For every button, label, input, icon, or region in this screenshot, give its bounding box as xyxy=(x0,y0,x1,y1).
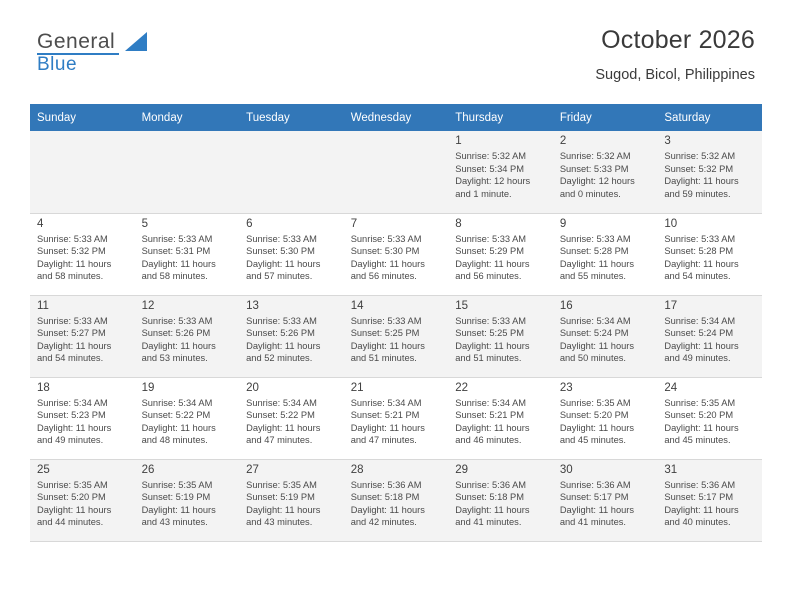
day-info-line: and 41 minutes. xyxy=(559,517,626,528)
day-info-line: Sunset: 5:31 PM xyxy=(141,246,211,257)
day-info-line: Sunset: 5:24 PM xyxy=(664,328,734,339)
day-info-line: Sunrise: 5:35 AM xyxy=(246,479,317,490)
day-info-line: Daylight: 11 hours xyxy=(350,258,425,269)
calendar-day-cell[interactable] xyxy=(239,213,344,295)
calendar-week-row xyxy=(30,213,762,295)
calendar-day-cell[interactable] xyxy=(135,377,240,459)
day-info-line: and 44 minutes. xyxy=(37,517,104,528)
day-number: 9 xyxy=(559,217,567,230)
day-sun-info xyxy=(664,150,756,200)
day-info-line: Sunrise: 5:33 AM xyxy=(455,233,527,244)
day-sun-info xyxy=(560,150,652,200)
day-info-line: Sunset: 5:22 PM xyxy=(141,410,211,421)
day-info-line: and 57 minutes. xyxy=(246,271,313,282)
calendar-day-cell[interactable] xyxy=(553,131,658,213)
day-info-line: and 54 minutes. xyxy=(37,353,104,364)
day-info-line: and 43 minutes. xyxy=(141,517,208,528)
page-title: October 2026 xyxy=(601,26,755,54)
day-info-line: Sunrise: 5:34 AM xyxy=(350,397,422,408)
day-info-line: Sunrise: 5:34 AM xyxy=(141,397,213,408)
day-info-line: and 56 minutes. xyxy=(455,271,522,282)
calendar-day-cell[interactable] xyxy=(344,459,449,541)
day-number: 27 xyxy=(246,463,259,476)
day-sun-info xyxy=(351,397,443,447)
day-number: 26 xyxy=(141,463,155,476)
page-header xyxy=(30,0,762,83)
day-number: 22 xyxy=(455,381,469,394)
day-info-line: Sunset: 5:21 PM xyxy=(455,410,524,421)
day-number: 8 xyxy=(455,217,462,230)
day-info-line: Daylight: 11 hours xyxy=(37,258,112,269)
day-info-line: Daylight: 11 hours xyxy=(664,176,739,187)
day-number: 28 xyxy=(350,463,364,476)
day-number: 5 xyxy=(141,217,148,230)
calendar-day-cell[interactable] xyxy=(657,131,762,213)
calendar-day-cell[interactable] xyxy=(553,295,658,377)
weekday-header-thursday: Thursday xyxy=(448,104,553,131)
day-sun-info xyxy=(246,315,338,365)
calendar-day-cell[interactable] xyxy=(448,131,553,213)
day-info-line: and 45 minutes. xyxy=(664,435,731,446)
day-info-line: and 45 minutes. xyxy=(559,435,626,446)
day-info-line: Daylight: 11 hours xyxy=(559,422,635,433)
day-info-line: Sunrise: 5:36 AM xyxy=(350,479,422,490)
calendar-day-cell[interactable] xyxy=(30,213,135,295)
day-number: 2 xyxy=(559,135,567,147)
calendar-day-cell[interactable] xyxy=(657,377,762,459)
day-info-line: Daylight: 11 hours xyxy=(350,504,425,515)
day-info-line: and 52 minutes. xyxy=(246,353,313,364)
day-info-line: Sunset: 5:18 PM xyxy=(350,492,420,503)
day-sun-info xyxy=(664,315,756,365)
day-info-line: Sunrise: 5:34 AM xyxy=(559,315,631,326)
day-sun-info xyxy=(37,397,129,447)
day-info-line: and 51 minutes. xyxy=(455,353,522,364)
day-info-line: Daylight: 11 hours xyxy=(350,422,425,433)
day-info-line: Sunset: 5:19 PM xyxy=(141,492,211,503)
calendar-day-cell[interactable] xyxy=(448,377,553,459)
day-info-line: Sunset: 5:26 PM xyxy=(141,328,211,339)
day-info-line: Daylight: 11 hours xyxy=(350,340,425,351)
day-info-line: Sunrise: 5:36 AM xyxy=(664,479,736,490)
day-info-line: Sunrise: 5:34 AM xyxy=(37,397,108,408)
day-sun-info xyxy=(351,479,443,529)
day-sun-info xyxy=(246,479,338,529)
day-info-line: Daylight: 12 hours xyxy=(455,176,531,187)
logo[interactable] xyxy=(37,30,217,82)
day-info-line: Daylight: 11 hours xyxy=(559,340,635,351)
day-sun-info xyxy=(246,233,338,283)
day-info-line: Daylight: 12 hours xyxy=(559,176,635,187)
day-number: 4 xyxy=(37,217,44,230)
day-info-line: Sunset: 5:20 PM xyxy=(559,410,629,421)
day-number: 7 xyxy=(350,217,358,230)
day-info-line: and 51 minutes. xyxy=(350,353,417,364)
day-sun-info xyxy=(142,315,234,365)
day-info-line: Sunrise: 5:33 AM xyxy=(141,315,213,326)
day-sun-info xyxy=(560,315,652,365)
day-info-line: Sunrise: 5:33 AM xyxy=(246,315,317,326)
day-info-line: Daylight: 11 hours xyxy=(559,504,635,515)
day-info-line: Sunrise: 5:33 AM xyxy=(37,233,108,244)
day-number: 16 xyxy=(559,299,573,312)
day-info-line: Daylight: 11 hours xyxy=(664,340,739,351)
calendar-day-cell[interactable] xyxy=(30,295,135,377)
day-info-line: Sunset: 5:25 PM xyxy=(455,328,524,339)
logo-text-general: General xyxy=(37,30,116,53)
day-sun-info xyxy=(455,397,547,447)
weekday-header-saturday: Saturday xyxy=(657,104,762,131)
day-number: 3 xyxy=(664,135,671,147)
day-info-line: and 41 minutes. xyxy=(455,517,522,528)
calendar-day-cell[interactable] xyxy=(448,213,553,295)
day-info-line: and 0 minutes. xyxy=(559,188,621,199)
day-number: 30 xyxy=(559,463,573,476)
calendar-day-cell[interactable] xyxy=(657,295,762,377)
day-info-line: Daylight: 11 hours xyxy=(455,504,530,515)
day-info-line: Sunset: 5:32 PM xyxy=(37,246,106,257)
day-sun-info xyxy=(664,479,756,529)
day-sun-info xyxy=(664,233,756,283)
day-sun-info xyxy=(37,233,129,283)
day-info-line: Sunrise: 5:36 AM xyxy=(455,479,527,490)
day-info-line: Sunrise: 5:35 AM xyxy=(37,479,108,490)
day-info-line: Sunrise: 5:35 AM xyxy=(141,479,213,490)
day-info-line: and 56 minutes. xyxy=(350,271,417,282)
calendar-day-cell[interactable] xyxy=(135,295,240,377)
day-sun-info xyxy=(455,150,547,200)
calendar-day-cell[interactable] xyxy=(657,459,762,541)
day-number: 20 xyxy=(246,381,259,394)
logo-text-blue: Blue xyxy=(37,54,78,75)
day-number: 31 xyxy=(664,463,678,476)
calendar-day-cell[interactable] xyxy=(553,377,658,459)
day-info-line: Sunset: 5:30 PM xyxy=(350,246,420,257)
day-info-line: and 54 minutes. xyxy=(664,271,731,282)
day-info-line: Sunset: 5:30 PM xyxy=(246,246,315,257)
day-number: 25 xyxy=(37,463,50,476)
day-info-line: Sunset: 5:28 PM xyxy=(664,246,734,257)
day-info-line: Sunset: 5:26 PM xyxy=(246,328,315,339)
day-info-line: Sunrise: 5:33 AM xyxy=(37,315,108,326)
day-info-line: and 46 minutes. xyxy=(455,435,522,446)
day-info-line: Sunrise: 5:33 AM xyxy=(664,233,736,244)
day-info-line: Sunrise: 5:34 AM xyxy=(664,315,736,326)
day-info-line: Sunset: 5:21 PM xyxy=(350,410,420,421)
day-info-line: Sunset: 5:34 PM xyxy=(455,163,524,174)
day-info-line: Sunset: 5:33 PM xyxy=(559,163,629,174)
calendar-day-cell[interactable] xyxy=(344,295,449,377)
day-info-line: Sunrise: 5:35 AM xyxy=(559,397,631,408)
calendar-body xyxy=(30,131,762,541)
day-info-line: Daylight: 11 hours xyxy=(664,258,739,269)
calendar-empty-cell xyxy=(30,131,135,213)
day-info-line: Sunset: 5:23 PM xyxy=(37,410,106,421)
day-info-line: Daylight: 11 hours xyxy=(455,422,530,433)
calendar-empty-cell xyxy=(135,131,240,213)
day-number: 21 xyxy=(350,381,364,394)
day-info-line: Sunrise: 5:33 AM xyxy=(559,233,631,244)
day-sun-info xyxy=(455,315,547,365)
calendar-week-row xyxy=(30,459,762,541)
day-sun-info xyxy=(37,479,129,529)
day-info-line: and 42 minutes. xyxy=(350,517,417,528)
day-info-line: Daylight: 11 hours xyxy=(141,340,216,351)
day-info-line: Sunset: 5:19 PM xyxy=(246,492,315,503)
day-info-line: Sunset: 5:29 PM xyxy=(455,246,524,257)
weekday-header-sunday: Sunday xyxy=(30,104,135,131)
day-info-line: and 49 minutes. xyxy=(37,435,104,446)
day-info-line: Sunset: 5:27 PM xyxy=(37,328,106,339)
day-info-line: Daylight: 11 hours xyxy=(246,504,321,515)
day-info-line: and 40 minutes. xyxy=(664,517,731,528)
day-info-line: Daylight: 11 hours xyxy=(37,340,112,351)
day-sun-info xyxy=(142,397,234,447)
day-info-line: and 1 minute. xyxy=(455,188,512,199)
calendar-day-cell[interactable] xyxy=(344,377,449,459)
day-info-line: Daylight: 11 hours xyxy=(37,504,112,515)
day-info-line: Sunrise: 5:32 AM xyxy=(455,151,527,161)
day-info-line: and 48 minutes. xyxy=(141,435,208,446)
calendar-day-cell[interactable] xyxy=(239,377,344,459)
day-info-line: and 55 minutes. xyxy=(559,271,626,282)
day-info-line: Sunrise: 5:36 AM xyxy=(559,479,631,490)
day-info-line: and 59 minutes. xyxy=(664,188,731,199)
day-info-line: and 58 minutes. xyxy=(37,271,104,282)
day-sun-info xyxy=(142,233,234,283)
day-sun-info xyxy=(455,479,547,529)
title-block xyxy=(595,26,755,83)
weekday-header-wednesday: Wednesday xyxy=(344,104,449,131)
weekday-header-tuesday: Tuesday xyxy=(239,104,344,131)
calendar-day-cell[interactable] xyxy=(30,459,135,541)
calendar-week-row xyxy=(30,295,762,377)
day-number: 1 xyxy=(455,135,462,147)
day-number: 13 xyxy=(246,299,259,312)
calendar-day-cell[interactable] xyxy=(448,295,553,377)
day-info-line: and 58 minutes. xyxy=(141,271,208,282)
day-info-line: Sunset: 5:22 PM xyxy=(246,410,315,421)
calendar-empty-cell xyxy=(239,131,344,213)
day-sun-info xyxy=(37,315,129,365)
calendar-table xyxy=(30,104,762,542)
calendar-week-row xyxy=(30,131,762,213)
day-info-line: Sunset: 5:18 PM xyxy=(455,492,524,503)
day-info-line: Sunrise: 5:33 AM xyxy=(141,233,213,244)
day-info-line: Daylight: 11 hours xyxy=(559,258,635,269)
day-info-line: Daylight: 11 hours xyxy=(141,258,216,269)
day-info-line: Sunrise: 5:33 AM xyxy=(350,315,422,326)
day-info-line: and 49 minutes. xyxy=(664,353,731,364)
calendar-day-cell[interactable] xyxy=(239,459,344,541)
day-number: 12 xyxy=(141,299,155,312)
calendar-day-cell[interactable] xyxy=(239,295,344,377)
day-info-line: Daylight: 11 hours xyxy=(455,340,530,351)
calendar-week-row xyxy=(30,377,762,459)
day-info-line: Sunrise: 5:32 AM xyxy=(664,151,736,161)
day-sun-info xyxy=(560,397,652,447)
weekday-header-row xyxy=(30,104,762,131)
day-sun-info xyxy=(455,233,547,283)
calendar-day-cell[interactable] xyxy=(448,459,553,541)
day-number: 10 xyxy=(664,217,678,230)
day-number: 18 xyxy=(37,381,50,394)
day-info-line: Sunset: 5:32 PM xyxy=(664,163,734,174)
calendar-day-cell[interactable] xyxy=(344,213,449,295)
calendar-day-cell[interactable] xyxy=(657,213,762,295)
day-sun-info xyxy=(142,479,234,529)
day-number: 19 xyxy=(141,381,155,394)
weekday-header-friday: Friday xyxy=(553,104,658,131)
day-sun-info xyxy=(246,397,338,447)
calendar-day-cell[interactable] xyxy=(135,213,240,295)
day-sun-info xyxy=(664,397,756,447)
calendar-empty-cell xyxy=(344,131,449,213)
day-sun-info xyxy=(560,479,652,529)
location-subtitle: Sugod, Bicol, Philippines xyxy=(595,67,755,83)
day-sun-info xyxy=(351,315,443,365)
day-number: 29 xyxy=(455,463,469,476)
day-info-line: Daylight: 11 hours xyxy=(246,258,321,269)
day-info-line: Sunset: 5:20 PM xyxy=(664,410,734,421)
day-info-line: Sunrise: 5:35 AM xyxy=(664,397,736,408)
day-info-line: and 53 minutes. xyxy=(141,353,208,364)
calendar-day-cell[interactable] xyxy=(553,213,658,295)
day-info-line: Sunset: 5:20 PM xyxy=(37,492,106,503)
day-info-line: and 47 minutes. xyxy=(350,435,417,446)
day-info-line: Daylight: 11 hours xyxy=(455,258,530,269)
calendar-day-cell[interactable] xyxy=(553,459,658,541)
day-info-line: and 47 minutes. xyxy=(246,435,313,446)
day-info-line: Daylight: 11 hours xyxy=(246,422,321,433)
day-number: 23 xyxy=(559,381,573,394)
day-info-line: Sunrise: 5:33 AM xyxy=(350,233,422,244)
day-info-line: Sunset: 5:25 PM xyxy=(350,328,420,339)
day-info-line: Daylight: 11 hours xyxy=(141,422,216,433)
day-info-line: Daylight: 11 hours xyxy=(37,422,112,433)
day-info-line: Daylight: 11 hours xyxy=(664,422,739,433)
day-info-line: Sunset: 5:17 PM xyxy=(559,492,629,503)
day-info-line: and 43 minutes. xyxy=(246,517,313,528)
day-number: 6 xyxy=(246,217,253,230)
blue-flag-icon xyxy=(125,32,147,51)
day-info-line: Daylight: 11 hours xyxy=(664,504,739,515)
day-info-line: Sunset: 5:28 PM xyxy=(559,246,629,257)
day-sun-info xyxy=(351,233,443,283)
weekday-header-monday: Monday xyxy=(135,104,240,131)
day-info-line: Sunrise: 5:33 AM xyxy=(246,233,317,244)
day-info-line: Sunrise: 5:34 AM xyxy=(455,397,527,408)
day-number: 11 xyxy=(37,299,49,312)
day-info-line: Daylight: 11 hours xyxy=(141,504,216,515)
day-info-line: Sunrise: 5:34 AM xyxy=(246,397,317,408)
day-info-line: Sunrise: 5:33 AM xyxy=(455,315,527,326)
calendar-day-cell[interactable] xyxy=(135,459,240,541)
day-number: 14 xyxy=(350,299,364,312)
calendar-day-cell[interactable] xyxy=(30,377,135,459)
day-info-line: Sunset: 5:24 PM xyxy=(559,328,629,339)
day-number: 17 xyxy=(664,299,678,312)
day-info-line: Sunset: 5:17 PM xyxy=(664,492,734,503)
day-info-line: Daylight: 11 hours xyxy=(246,340,321,351)
day-number: 24 xyxy=(664,381,678,394)
day-info-line: Sunrise: 5:32 AM xyxy=(559,151,631,161)
day-number: 15 xyxy=(455,299,469,312)
day-info-line: and 50 minutes. xyxy=(559,353,626,364)
day-sun-info xyxy=(560,233,652,283)
